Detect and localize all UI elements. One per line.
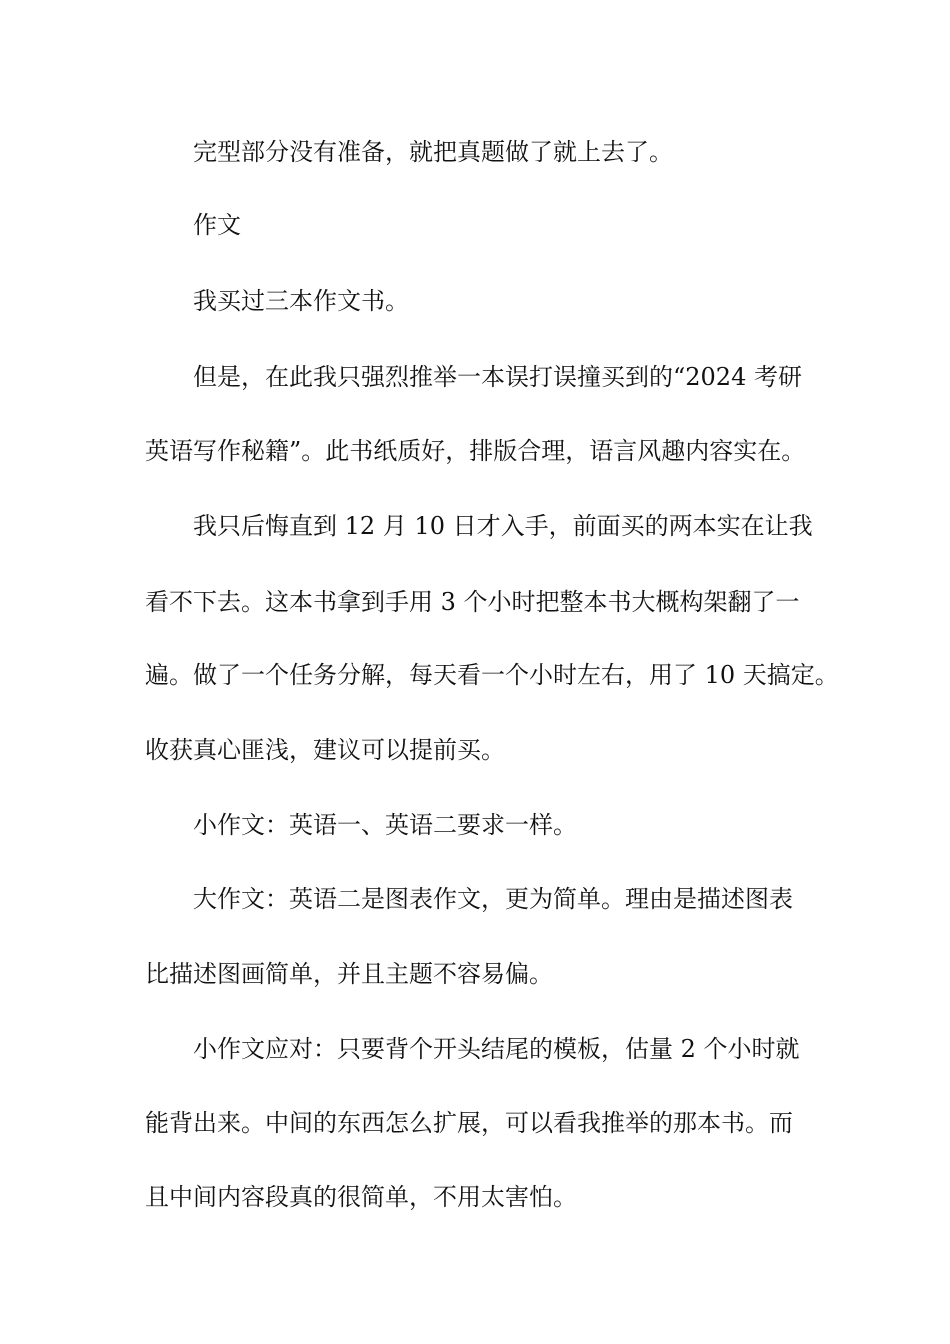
- paragraph-line: 且中间内容段真的很简单，不用太害怕。: [145, 1183, 577, 1211]
- paragraph-line: 我只后悔直到 12 月 10 日才入手，前面买的两本实在让我: [193, 512, 813, 540]
- section-heading: 作文: [193, 211, 241, 239]
- paragraph-line: 遍。做了一个任务分解，每天看一个小时左右，用了 10 天搞定。: [145, 661, 839, 689]
- paragraph-line: 收获真心匪浅，建议可以提前买。: [145, 736, 505, 764]
- paragraph-line: 但是，在此我只强烈推举一本误打误撞买到的“2024 考研: [193, 363, 802, 391]
- paragraph-line: 完型部分没有准备，就把真题做了就上去了。: [193, 138, 673, 166]
- paragraph-line: 看不下去。这本书拿到手用 3 个小时把整本书大概构架翻了一: [145, 588, 800, 616]
- paragraph-line: 我买过三本作文书。: [193, 287, 409, 315]
- paragraph-line: 大作文：英语二是图表作文，更为简单。理由是描述图表: [193, 885, 793, 913]
- paragraph-line: 比描述图画简单，并且主题不容易偏。: [145, 960, 553, 988]
- paragraph-line: 能背出来。中间的东西怎么扩展，可以看我推举的那本书。而: [145, 1109, 793, 1137]
- paragraph-line: 小作文应对：只要背个开头结尾的模板，估量 2 个小时就: [193, 1035, 800, 1063]
- paragraph-line: 英语写作秘籍”。此书纸质好，排版合理，语言风趣内容实在。: [145, 437, 806, 465]
- paragraph-line: 小作文：英语一、英语二要求一样。: [193, 811, 577, 839]
